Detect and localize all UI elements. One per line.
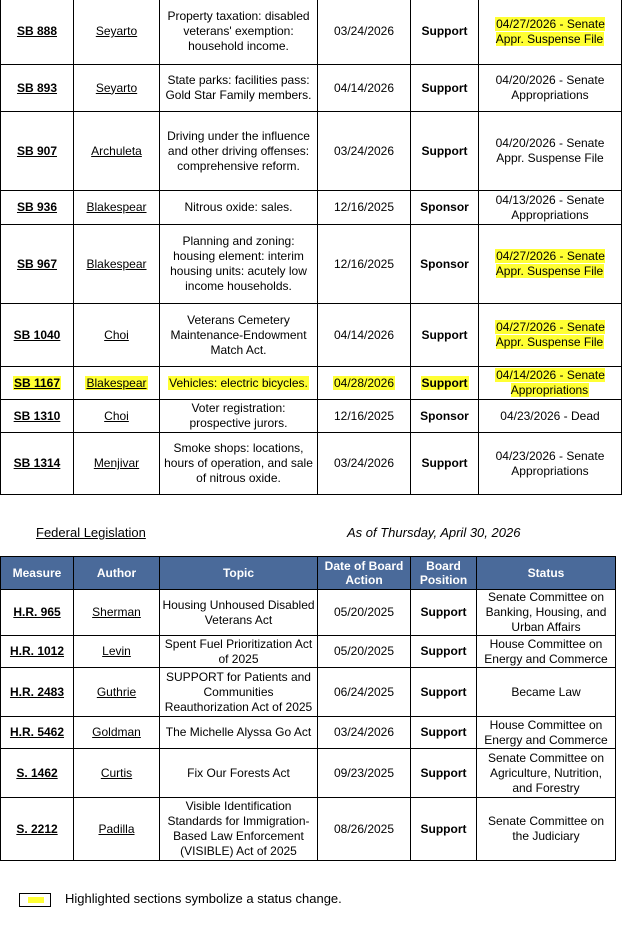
bill-author-link[interactable]: Menjivar xyxy=(74,433,160,495)
bill-board-action-date: 05/20/2025 xyxy=(318,636,411,668)
bill-status: Senate Committee on the Judiciary xyxy=(477,798,616,861)
bill-board-action-date: 12/16/2025 xyxy=(318,400,411,433)
bill-author-link[interactable]: Seyarto xyxy=(74,65,160,112)
bill-author-link[interactable]: Blakespear xyxy=(74,191,160,225)
bill-status: 04/23/2026 - Senate Appropriations xyxy=(479,433,622,495)
bill-board-position: Sponsor xyxy=(411,225,479,304)
bill-topic: Housing Unhoused Disabled Veterans Act xyxy=(160,590,318,636)
bill-measure-link[interactable]: S. 1462 xyxy=(1,749,74,798)
bill-board-position: Support xyxy=(411,798,477,861)
bill-topic: Voter registration: prospective jurors. xyxy=(160,400,318,433)
table-row xyxy=(1,717,616,749)
bill-measure-link[interactable]: SB 967 xyxy=(1,225,74,304)
table-row xyxy=(1,798,616,861)
bill-measure-link[interactable]: SB 893 xyxy=(1,65,74,112)
legend-text: Highlighted sections symbolize a status change. xyxy=(65,891,342,906)
bill-board-action-date: 06/24/2025 xyxy=(318,668,411,717)
table-row xyxy=(1,749,616,798)
bill-status xyxy=(479,304,622,367)
bill-topic: Veterans Cemetery Maintenance-Endowment Match Act. xyxy=(160,304,318,367)
bill-author-link[interactable]: Archuleta xyxy=(74,112,160,191)
bill-board-action-date: 12/16/2025 xyxy=(318,225,411,304)
bill-status: 04/13/2026 - Senate Appropriations xyxy=(479,191,622,225)
bill-status: 04/20/2026 - Senate Appropriations xyxy=(479,65,622,112)
bill-board-action-date: 05/20/2025 xyxy=(318,590,411,636)
column-header-author: Author xyxy=(74,557,160,590)
bill-board-action-date: 03/24/2026 xyxy=(318,0,411,65)
bill-author-link[interactable]: Sherman xyxy=(74,590,160,636)
table-row xyxy=(1,636,616,668)
bill-board-action-date: 03/24/2026 xyxy=(318,112,411,191)
bill-author-link[interactable]: Seyarto xyxy=(74,0,160,65)
bill-board-position: Support xyxy=(411,112,479,191)
column-header-topic: Topic xyxy=(160,557,318,590)
bill-board-position: Support xyxy=(411,367,479,400)
bill-measure-link[interactable]: SB 1040 xyxy=(1,304,74,367)
status-highlight: 04/27/2026 - Senate Appr. Suspense File xyxy=(495,249,605,278)
bill-board-action-date: 12/16/2025 xyxy=(318,191,411,225)
federal-legislation-table xyxy=(0,556,616,861)
bill-topic: Property taxation: disabled veterans' exemption: household income. xyxy=(160,0,318,65)
bill-status: 04/20/2026 - Senate Appr. Suspense File xyxy=(479,112,622,191)
bill-board-position: Support xyxy=(411,717,477,749)
bill-measure-link[interactable]: SB 907 xyxy=(1,112,74,191)
bill-board-position: Support xyxy=(411,749,477,798)
table-row xyxy=(1,112,622,191)
bill-board-position: Support xyxy=(411,304,479,367)
bill-topic: Spent Fuel Prioritization Act of 2025 xyxy=(160,636,318,668)
federal-legislation-heading: Federal Legislation xyxy=(36,525,146,540)
bill-topic: SUPPORT for Patients and Communities Reauthorization Act of 2025 xyxy=(160,668,318,717)
column-header-measure: Measure xyxy=(1,557,74,590)
bill-board-position: Support xyxy=(411,636,477,668)
bill-status: Senate Committee on Agriculture, Nutrition, and Forestry xyxy=(477,749,616,798)
bill-status xyxy=(479,367,622,400)
bill-author-link[interactable]: Blakespear xyxy=(74,367,160,400)
bill-board-action-date: 08/26/2025 xyxy=(318,798,411,861)
bill-topic: The Michelle Alyssa Go Act xyxy=(160,717,318,749)
bill-board-action-date: 04/14/2026 xyxy=(318,304,411,367)
table-row xyxy=(1,590,616,636)
bill-status: House Committee on Energy and Commerce xyxy=(477,717,616,749)
bill-topic: Fix Our Forests Act xyxy=(160,749,318,798)
bill-measure-link[interactable]: H.R. 2483 xyxy=(1,668,74,717)
bill-measure-link[interactable]: H.R. 5462 xyxy=(1,717,74,749)
bill-board-position: Sponsor xyxy=(411,191,479,225)
bill-board-position: Support xyxy=(411,0,479,65)
bill-board-action-date: 04/14/2026 xyxy=(318,65,411,112)
bill-author-link[interactable]: Choi xyxy=(74,304,160,367)
column-header-status: Status xyxy=(477,557,616,590)
table-row xyxy=(1,65,622,112)
bill-author-link[interactable]: Goldman xyxy=(74,717,160,749)
bill-board-position: Support xyxy=(411,668,477,717)
bill-author-link[interactable]: Curtis xyxy=(74,749,160,798)
bill-topic: State parks: facilities pass: Gold Star Family members. xyxy=(160,65,318,112)
bill-measure-link[interactable]: SB 1167 xyxy=(1,367,74,400)
bill-board-action-date: 03/24/2026 xyxy=(318,433,411,495)
bill-topic: Vehicles: electric bicycles. xyxy=(160,367,318,400)
bill-measure-link[interactable]: H.R. 1012 xyxy=(1,636,74,668)
bill-measure-link[interactable]: SB 936 xyxy=(1,191,74,225)
bill-measure-link[interactable]: SB 1310 xyxy=(1,400,74,433)
bill-topic: Nitrous oxide: sales. xyxy=(160,191,318,225)
table-row xyxy=(1,400,622,433)
table-row xyxy=(1,367,622,400)
status-highlight: 04/14/2026 - Senate Appropriations xyxy=(496,368,605,397)
table-row xyxy=(1,304,622,367)
bill-status: 04/23/2026 - Dead xyxy=(479,400,622,433)
bill-board-position: Support xyxy=(411,65,479,112)
as-of-date: As of Thursday, April 30, 2026 xyxy=(347,525,521,540)
bill-measure-link[interactable]: S. 2212 xyxy=(1,798,74,861)
bill-board-position: Support xyxy=(411,590,477,636)
bill-board-action-date: 03/24/2026 xyxy=(318,717,411,749)
bill-board-action-date: 04/28/2026 xyxy=(318,367,411,400)
bill-status: House Committee on Energy and Commerce xyxy=(477,636,616,668)
bill-author-link[interactable]: Levin xyxy=(74,636,160,668)
table-row xyxy=(1,668,616,717)
bill-status xyxy=(479,0,622,65)
bill-topic: Visible Identification Standards for Immigration-Based Law Enforcement (VISIBLE) Act of 2025 xyxy=(160,798,318,861)
column-header-position: Board Position xyxy=(411,557,477,590)
column-header-date: Date of Board Action xyxy=(318,557,411,590)
table-header-row xyxy=(1,557,616,590)
bill-author-link[interactable]: Blakespear xyxy=(74,225,160,304)
table-row xyxy=(1,433,622,495)
table-row xyxy=(1,191,622,225)
table-row xyxy=(1,0,622,65)
bill-topic: Smoke shops: locations, hours of operation, and sale of nitrous oxide. xyxy=(160,433,318,495)
bill-measure-link[interactable]: SB 888 xyxy=(1,0,74,65)
bill-author-link[interactable]: Padilla xyxy=(74,798,160,861)
status-highlight: 04/27/2026 - Senate Appr. Suspense File xyxy=(495,16,605,46)
bill-measure-link[interactable]: H.R. 965 xyxy=(1,590,74,636)
table-row xyxy=(1,225,622,304)
bill-board-action-date: 09/23/2025 xyxy=(318,749,411,798)
bill-topic: Planning and zoning: housing element: interim housing units: acutely low income households. xyxy=(160,225,318,304)
bill-status: Became Law xyxy=(477,668,616,717)
bill-status xyxy=(479,225,622,304)
bill-author-link[interactable]: Guthrie xyxy=(74,668,160,717)
bill-board-position: Support xyxy=(411,433,479,495)
bill-author-link[interactable]: Choi xyxy=(74,400,160,433)
status-highlight: 04/27/2026 - Senate Appr. Suspense File xyxy=(495,320,605,349)
legend-swatch xyxy=(19,893,51,907)
bill-status: Senate Committee on Banking, Housing, and Urban Affairs xyxy=(477,590,616,636)
bill-measure-link[interactable]: SB 1314 xyxy=(1,433,74,495)
bill-board-position: Sponsor xyxy=(411,400,479,433)
bill-topic: Driving under the influence and other driving offenses: comprehensive reform. xyxy=(160,112,318,191)
